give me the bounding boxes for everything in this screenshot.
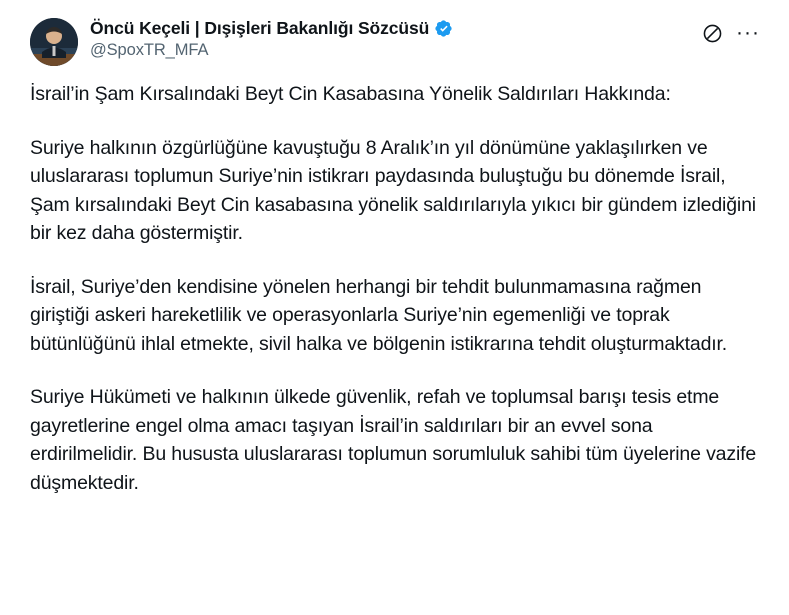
avatar[interactable] xyxy=(30,18,78,66)
header-actions xyxy=(701,16,759,44)
verified-badge-icon xyxy=(434,19,453,38)
tweet-paragraph: İsrail, Suriye’den kendisine yönelen herhangi bir tehdit bulunmamasına rağmen giriştiği askeri hareketlilik ve operasyonlarla Suriye’nin egemenliği ve toprak bütünlüğünü ihlal etmekte, sivil halka ve bölgenin istikrarına tehdit oluşturmaktadır. xyxy=(30,275,728,355)
tweet-paragraph: Suriye halkının özgürlüğüne kavuştuğu 8 Aralık’ın yıl dönümüne yaklaşılırken ve uluslararası toplumun Suriye’nin istikrarı paydasında buluştuğu bu dönemde İsrail, Şam kırsalındaki Beyt Cin kasabasına yönelik saldırılarıyla yıkıcı bir gündem izlediğini bir kez daha göstermiştir. xyxy=(30,136,756,244)
display-name-line xyxy=(90,18,701,39)
grok-icon[interactable] xyxy=(701,22,723,44)
tweet-header xyxy=(30,16,759,66)
author-handle[interactable]: @SpoxTR_MFA xyxy=(90,41,209,59)
display-name: Öncü Keçeli | Dışişleri Bakanlığı Sözcüsü xyxy=(90,18,430,38)
author-info xyxy=(90,16,701,60)
more-options-button[interactable] xyxy=(737,22,759,44)
tweet-text xyxy=(30,80,759,497)
more-options-label: ··· xyxy=(736,21,760,44)
tweet-paragraph: İsrail’in Şam Kırsalındaki Beyt Cin Kasabasına Yönelik Saldırıları Hakkında: xyxy=(30,83,671,105)
tweet-paragraph: Suriye Hükümeti ve halkının ülkede güvenlik, refah ve toplumsal barışı tesis etme gayretlerine engel olma amacı taşıyan İsrail’in saldırıları bir an evvel sona erdirilmelidir. Bu hususta uluslararası toplumun sorumluluk sahibi tüm üyelerine vazife düşmektedir. xyxy=(30,386,757,494)
